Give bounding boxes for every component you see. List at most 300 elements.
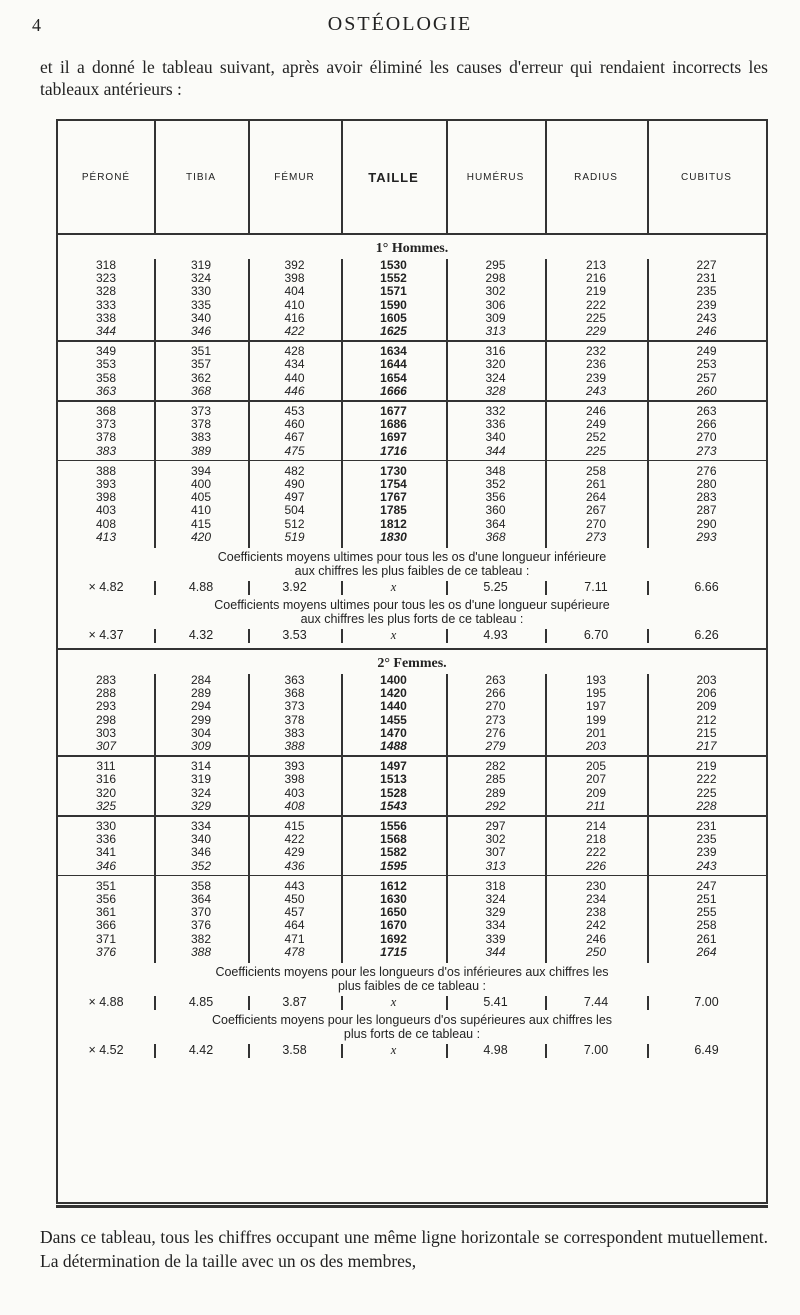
coef-divider bbox=[154, 996, 156, 1010]
coef-divider bbox=[545, 629, 547, 643]
cell-radius: 230 bbox=[585, 878, 607, 893]
coef-divider bbox=[248, 629, 250, 643]
cell-perone: 376 bbox=[95, 944, 117, 959]
col-divider bbox=[647, 121, 649, 233]
cell-radius: 225 bbox=[585, 310, 607, 325]
cell-tibia: 324 bbox=[190, 785, 212, 800]
cell-perone: 288 bbox=[95, 686, 117, 701]
cell-humerus: 334 bbox=[485, 918, 506, 933]
coef-taille: x bbox=[390, 995, 397, 1009]
cell-tibia: 346 bbox=[190, 323, 212, 338]
coef-divider bbox=[341, 1044, 343, 1058]
cell-perone: 283 bbox=[95, 673, 117, 687]
cell-femur: 363 bbox=[284, 673, 305, 687]
cell-perone: 358 bbox=[95, 370, 117, 385]
col-divider bbox=[154, 259, 156, 548]
cell-cubitus: 225 bbox=[696, 785, 717, 800]
cell-radius: 246 bbox=[585, 404, 607, 418]
cell-perone: 378 bbox=[95, 430, 117, 445]
table-row bbox=[58, 504, 766, 517]
cell-radius: 218 bbox=[585, 832, 607, 847]
coefficient-note: Coefficients moyens pour les longueurs d'os inférieures aux chiffres les plus faibles de ce tableau : bbox=[215, 965, 609, 993]
cell-humerus: 313 bbox=[485, 858, 506, 873]
cell-taille: 1830 bbox=[380, 529, 407, 544]
row-group bbox=[58, 345, 766, 398]
cell-taille: 1767 bbox=[380, 490, 407, 505]
cell-radius: 270 bbox=[585, 516, 607, 531]
cell-tibia: 410 bbox=[190, 503, 212, 518]
table-row bbox=[58, 800, 766, 813]
cell-humerus: 320 bbox=[485, 357, 506, 372]
cell-femur: 467 bbox=[284, 430, 305, 445]
cell-cubitus: 276 bbox=[696, 463, 717, 478]
cell-taille: 1754 bbox=[380, 476, 407, 491]
col-divider bbox=[248, 674, 250, 963]
cell-radius: 238 bbox=[585, 905, 607, 920]
coef-tibia: 4.32 bbox=[188, 628, 214, 642]
cell-perone: 403 bbox=[95, 503, 117, 518]
cell-femur: 434 bbox=[284, 357, 305, 372]
table-row bbox=[58, 687, 766, 700]
cell-perone: 373 bbox=[95, 417, 117, 432]
coef-humerus: 4.93 bbox=[483, 628, 508, 642]
cell-humerus: 276 bbox=[485, 725, 506, 740]
row-group bbox=[58, 465, 766, 544]
coef-perone: × 4.52 bbox=[88, 1043, 124, 1057]
coef-radius: 7.11 bbox=[584, 580, 608, 594]
cell-femur: 410 bbox=[284, 297, 305, 312]
cell-cubitus: 239 bbox=[696, 297, 717, 312]
cell-perone: 398 bbox=[95, 490, 117, 505]
table-row bbox=[58, 727, 766, 740]
cell-taille: 1590 bbox=[380, 297, 407, 312]
cell-humerus: 302 bbox=[485, 832, 506, 847]
coef-perone: × 4.37 bbox=[88, 628, 124, 642]
cell-perone: 353 bbox=[95, 357, 117, 372]
row-group bbox=[58, 880, 766, 959]
cell-humerus: 324 bbox=[485, 891, 506, 906]
cell-humerus: 306 bbox=[485, 297, 506, 312]
cell-perone: 344 bbox=[95, 323, 117, 338]
cell-radius: 239 bbox=[585, 370, 607, 385]
cell-tibia: 364 bbox=[190, 891, 212, 906]
cell-radius: 214 bbox=[585, 819, 607, 833]
cell-radius: 226 bbox=[585, 858, 607, 873]
col-divider bbox=[545, 674, 547, 963]
cell-humerus: 364 bbox=[485, 516, 506, 531]
cell-taille: 1530 bbox=[380, 258, 407, 272]
cell-taille: 1400 bbox=[380, 673, 407, 687]
cell-femur: 482 bbox=[284, 463, 305, 478]
cell-cubitus: 222 bbox=[696, 772, 717, 787]
group-separator bbox=[58, 755, 766, 757]
intro-paragraph: et il a donné le tableau suivant, après avoir éliminé les causes d'erreur qui rendaient incorrects les tableaux antérieurs : bbox=[40, 57, 768, 99]
coefficient-note: Coefficients moyens ultimes pour tous les os d'une longueur supérieure aux chiffres les plus forts de ce tableau : bbox=[214, 598, 610, 626]
section-separator bbox=[58, 648, 766, 650]
cell-tibia: 420 bbox=[190, 529, 212, 544]
cell-radius: 201 bbox=[585, 725, 607, 740]
cell-cubitus: 283 bbox=[696, 490, 717, 505]
table-row bbox=[58, 325, 766, 338]
cell-femur: 440 bbox=[284, 370, 305, 385]
cell-perone: 388 bbox=[95, 463, 117, 478]
cell-tibia: 340 bbox=[190, 310, 212, 325]
col-header-taille: TAILLE bbox=[368, 169, 419, 185]
table-row bbox=[58, 787, 766, 800]
cell-femur: 475 bbox=[284, 443, 305, 458]
cell-femur: 436 bbox=[284, 858, 305, 873]
cell-radius: 216 bbox=[585, 271, 607, 286]
coef-divider bbox=[446, 629, 448, 643]
cell-taille: 1670 bbox=[380, 918, 407, 933]
cell-taille: 1650 bbox=[380, 905, 407, 920]
table-row bbox=[58, 478, 766, 491]
table-row bbox=[58, 385, 766, 398]
cell-taille: 1654 bbox=[380, 370, 407, 385]
coefficient-note: Coefficients moyens ultimes pour tous les os d'une longueur inférieure aux chiffres les plus faibles de ce tableau : bbox=[217, 550, 607, 578]
cell-cubitus: 293 bbox=[696, 529, 717, 544]
cell-femur: 504 bbox=[284, 503, 305, 518]
cell-taille: 1716 bbox=[380, 443, 407, 458]
group-separator bbox=[58, 875, 766, 877]
cell-tibia: 340 bbox=[190, 832, 212, 847]
coef-taille: x bbox=[390, 628, 397, 642]
cell-humerus: 309 bbox=[485, 310, 506, 325]
cell-perone: 307 bbox=[95, 738, 117, 753]
table-row bbox=[58, 933, 766, 946]
coef-divider bbox=[154, 581, 156, 595]
cell-cubitus: 212 bbox=[696, 712, 717, 727]
cell-cubitus: 287 bbox=[696, 503, 717, 518]
cell-humerus: 289 bbox=[485, 785, 506, 800]
cell-radius: 236 bbox=[585, 357, 607, 372]
cell-cubitus: 255 bbox=[696, 905, 717, 920]
table-row bbox=[58, 820, 766, 833]
cell-perone: 325 bbox=[95, 798, 117, 813]
cell-cubitus: 203 bbox=[696, 673, 717, 687]
cell-taille: 1785 bbox=[380, 503, 407, 518]
cell-perone: 328 bbox=[95, 284, 117, 299]
cell-humerus: 297 bbox=[485, 819, 506, 833]
coef-divider bbox=[446, 1044, 448, 1058]
cell-femur: 422 bbox=[284, 323, 305, 338]
cell-cubitus: 290 bbox=[696, 516, 717, 531]
cell-taille: 1568 bbox=[380, 832, 407, 847]
table-row bbox=[58, 893, 766, 906]
cell-femur: 408 bbox=[284, 798, 305, 813]
cell-femur: 368 bbox=[284, 686, 305, 701]
col-header-tibia: TIBIA bbox=[185, 171, 216, 183]
col-divider bbox=[248, 121, 250, 233]
cell-femur: 453 bbox=[284, 404, 305, 418]
table-row bbox=[58, 431, 766, 444]
col-divider bbox=[446, 259, 448, 548]
cell-cubitus: 273 bbox=[696, 443, 717, 458]
cell-radius: 225 bbox=[585, 443, 607, 458]
cell-radius: 273 bbox=[585, 529, 607, 544]
coefficient-row bbox=[58, 628, 766, 643]
table-row bbox=[58, 372, 766, 385]
cell-radius: 219 bbox=[585, 284, 607, 299]
cell-radius: 258 bbox=[585, 463, 607, 478]
cell-tibia: 289 bbox=[190, 686, 212, 701]
cell-humerus: 360 bbox=[485, 503, 506, 518]
cell-taille: 1686 bbox=[380, 417, 407, 432]
cell-perone: 338 bbox=[95, 310, 117, 325]
cell-taille: 1812 bbox=[380, 516, 407, 531]
cell-humerus: 298 bbox=[485, 271, 506, 286]
cell-radius: 243 bbox=[585, 383, 607, 398]
cell-humerus: 328 bbox=[485, 383, 506, 398]
cell-perone: 298 bbox=[95, 712, 117, 727]
coef-humerus: 5.41 bbox=[483, 995, 508, 1009]
coefficient-note: Coefficients moyens pour les longueurs d'os supérieures aux chiffres les plus forts de ce tableau : bbox=[211, 1013, 613, 1041]
table-row bbox=[58, 299, 766, 312]
cell-cubitus: 261 bbox=[696, 931, 717, 946]
cell-humerus: 332 bbox=[485, 404, 506, 418]
cell-taille: 1513 bbox=[380, 772, 407, 787]
col-divider bbox=[154, 121, 156, 233]
cell-cubitus: 231 bbox=[696, 271, 717, 286]
cell-radius: 232 bbox=[585, 344, 607, 359]
row-group bbox=[58, 405, 766, 458]
cell-perone: 303 bbox=[95, 725, 117, 740]
cell-femur: 373 bbox=[284, 699, 305, 714]
cell-taille: 1666 bbox=[380, 383, 407, 398]
cell-cubitus: 239 bbox=[696, 845, 717, 860]
cell-femur: 443 bbox=[284, 878, 305, 893]
coef-cubitus: 6.66 bbox=[694, 580, 719, 594]
cell-cubitus: 280 bbox=[696, 476, 717, 491]
coef-perone: × 4.88 bbox=[88, 995, 124, 1009]
cell-taille: 1528 bbox=[380, 785, 407, 800]
row-group bbox=[58, 259, 766, 338]
cell-humerus: 295 bbox=[485, 258, 506, 272]
cell-cubitus: 243 bbox=[696, 858, 717, 873]
coef-divider bbox=[248, 996, 250, 1010]
cell-taille: 1455 bbox=[380, 712, 407, 727]
cell-humerus: 344 bbox=[485, 443, 506, 458]
cell-tibia: 376 bbox=[190, 918, 212, 933]
cell-radius: 252 bbox=[585, 430, 607, 445]
coef-divider bbox=[154, 1044, 156, 1058]
coef-tibia: 4.42 bbox=[188, 1043, 214, 1057]
coef-divider bbox=[545, 1044, 547, 1058]
cell-radius: 209 bbox=[585, 785, 607, 800]
coefficient-row bbox=[58, 995, 766, 1010]
table-row bbox=[58, 860, 766, 873]
col-divider bbox=[341, 121, 343, 233]
col-header-radius: RADIUS bbox=[574, 171, 618, 183]
cell-cubitus: 251 bbox=[696, 891, 717, 906]
cell-taille: 1582 bbox=[380, 845, 407, 860]
cell-perone: 323 bbox=[95, 271, 117, 286]
cell-taille: 1552 bbox=[380, 271, 407, 286]
cell-perone: 368 bbox=[95, 404, 117, 418]
cell-cubitus: 246 bbox=[696, 323, 717, 338]
col-divider bbox=[248, 259, 250, 548]
coef-humerus: 4.98 bbox=[483, 1043, 508, 1057]
cell-cubitus: 243 bbox=[696, 310, 717, 325]
cell-radius: 267 bbox=[585, 503, 607, 518]
cell-humerus: 339 bbox=[485, 931, 506, 946]
group-separator bbox=[58, 340, 766, 342]
closing-paragraph: Dans ce tableau, tous les chiffres occupant une même ligne horizontale se correspondent mutuellement. La détermination de la taille avec un os des membres, bbox=[40, 1227, 768, 1271]
group-separator bbox=[58, 460, 766, 462]
coef-taille: x bbox=[390, 580, 397, 594]
coef-divider bbox=[647, 1044, 649, 1058]
cell-humerus: 336 bbox=[485, 417, 506, 432]
cell-radius: 197 bbox=[585, 699, 607, 714]
coef-taille: x bbox=[390, 1043, 397, 1057]
table-row bbox=[58, 674, 766, 687]
cell-humerus: 329 bbox=[485, 905, 506, 920]
cell-tibia: 319 bbox=[190, 258, 212, 272]
cell-tibia: 383 bbox=[190, 430, 212, 445]
cell-taille: 1612 bbox=[380, 878, 407, 893]
coef-humerus: 5.25 bbox=[483, 580, 508, 594]
cell-perone: 408 bbox=[95, 516, 117, 531]
section-title-men: 1° Hommes. bbox=[375, 241, 449, 256]
coef-radius: 7.00 bbox=[583, 1043, 609, 1057]
table-row bbox=[58, 418, 766, 431]
cell-taille: 1420 bbox=[380, 686, 407, 701]
cell-radius: 229 bbox=[585, 323, 607, 338]
table-row bbox=[58, 740, 766, 753]
table-row bbox=[58, 259, 766, 272]
cell-femur: 457 bbox=[284, 905, 305, 920]
coef-divider bbox=[341, 581, 343, 595]
cell-cubitus: 235 bbox=[696, 284, 717, 299]
cell-femur: 429 bbox=[284, 845, 305, 860]
cell-femur: 378 bbox=[284, 712, 305, 727]
coef-divider bbox=[248, 581, 250, 595]
cell-radius: 250 bbox=[585, 944, 607, 959]
coef-cubitus: 6.26 bbox=[694, 628, 719, 642]
cell-cubitus: 228 bbox=[696, 798, 717, 813]
cell-humerus: 313 bbox=[485, 323, 506, 338]
cell-radius: 203 bbox=[585, 738, 607, 753]
coef-divider bbox=[341, 629, 343, 643]
cell-tibia: 351 bbox=[190, 344, 212, 359]
cell-tibia: 405 bbox=[190, 490, 212, 505]
coefficient-row bbox=[58, 580, 766, 595]
cell-taille: 1571 bbox=[380, 284, 407, 299]
cell-radius: 234 bbox=[585, 891, 607, 906]
cell-perone: 363 bbox=[95, 383, 117, 398]
cell-perone: 371 bbox=[95, 931, 117, 946]
col-header-humerus: HUMÉRUS bbox=[466, 171, 525, 183]
row-group bbox=[58, 820, 766, 873]
coef-tibia: 4.88 bbox=[188, 580, 214, 594]
cell-cubitus: 206 bbox=[696, 686, 717, 701]
group-separator bbox=[58, 815, 766, 817]
cell-femur: 478 bbox=[284, 944, 305, 959]
cell-tibia: 346 bbox=[190, 845, 212, 860]
cell-radius: 195 bbox=[585, 686, 607, 701]
col-divider bbox=[446, 121, 448, 233]
cell-tibia: 378 bbox=[190, 417, 212, 432]
table-row bbox=[58, 760, 766, 773]
cell-humerus: 302 bbox=[485, 284, 506, 299]
cell-tibia: 294 bbox=[190, 699, 212, 714]
cell-humerus: 318 bbox=[485, 878, 506, 893]
table-row bbox=[58, 880, 766, 893]
cell-femur: 403 bbox=[284, 785, 305, 800]
cell-perone: 413 bbox=[95, 529, 117, 544]
col-header-cubitus: CUBITUS bbox=[681, 171, 732, 183]
table-row bbox=[58, 531, 766, 544]
coef-femur: 3.58 bbox=[282, 1043, 307, 1057]
cell-taille: 1692 bbox=[380, 931, 407, 946]
cell-taille: 1605 bbox=[380, 310, 407, 325]
cell-tibia: 284 bbox=[190, 673, 212, 687]
table-row bbox=[58, 846, 766, 859]
coef-divider bbox=[154, 629, 156, 643]
cell-humerus: 348 bbox=[485, 463, 506, 478]
table-row bbox=[58, 272, 766, 285]
cell-humerus: 316 bbox=[485, 344, 506, 359]
cell-femur: 450 bbox=[284, 891, 305, 906]
cell-perone: 383 bbox=[95, 443, 117, 458]
cell-humerus: 270 bbox=[485, 699, 506, 714]
cell-radius: 222 bbox=[585, 845, 607, 860]
cell-cubitus: 209 bbox=[696, 699, 717, 714]
cell-cubitus: 260 bbox=[696, 383, 717, 398]
cell-humerus: 307 bbox=[485, 845, 506, 860]
col-divider bbox=[341, 674, 343, 963]
cell-femur: 471 bbox=[284, 931, 305, 946]
cell-tibia: 389 bbox=[190, 443, 212, 458]
cell-humerus: 352 bbox=[485, 476, 506, 491]
table-row bbox=[58, 491, 766, 504]
cell-humerus: 340 bbox=[485, 430, 506, 445]
cell-femur: 393 bbox=[284, 759, 305, 774]
cell-humerus: 285 bbox=[485, 772, 506, 787]
cell-taille: 1634 bbox=[380, 344, 407, 359]
table-row bbox=[58, 285, 766, 298]
cell-radius: 261 bbox=[585, 476, 607, 491]
table-row bbox=[58, 345, 766, 358]
section-title-women: 2° Femmes. bbox=[377, 656, 447, 671]
cell-tibia: 335 bbox=[190, 297, 212, 312]
cell-femur: 392 bbox=[284, 258, 305, 272]
coef-femur: 3.53 bbox=[282, 628, 307, 642]
table-row bbox=[58, 518, 766, 531]
cell-perone: 356 bbox=[95, 891, 117, 906]
cell-taille: 1497 bbox=[380, 759, 407, 774]
col-header-perone: PÉRONÉ bbox=[81, 171, 131, 183]
cell-femur: 497 bbox=[284, 490, 305, 505]
cell-tibia: 324 bbox=[190, 271, 212, 286]
cell-cubitus: 263 bbox=[696, 404, 717, 418]
cell-femur: 398 bbox=[284, 271, 305, 286]
coef-divider bbox=[446, 996, 448, 1010]
cell-taille: 1644 bbox=[380, 357, 407, 372]
cell-taille: 1697 bbox=[380, 430, 407, 445]
cell-taille: 1595 bbox=[380, 858, 407, 873]
cell-perone: 346 bbox=[95, 858, 117, 873]
table-row bbox=[58, 833, 766, 846]
cell-femur: 512 bbox=[284, 516, 305, 531]
cell-tibia: 352 bbox=[190, 858, 212, 873]
cell-tibia: 314 bbox=[190, 759, 212, 774]
cell-perone: 293 bbox=[95, 699, 117, 714]
cell-humerus: 368 bbox=[485, 529, 506, 544]
cell-radius: 207 bbox=[585, 772, 607, 787]
coef-perone: × 4.82 bbox=[88, 580, 124, 594]
cell-perone: 330 bbox=[95, 819, 117, 833]
